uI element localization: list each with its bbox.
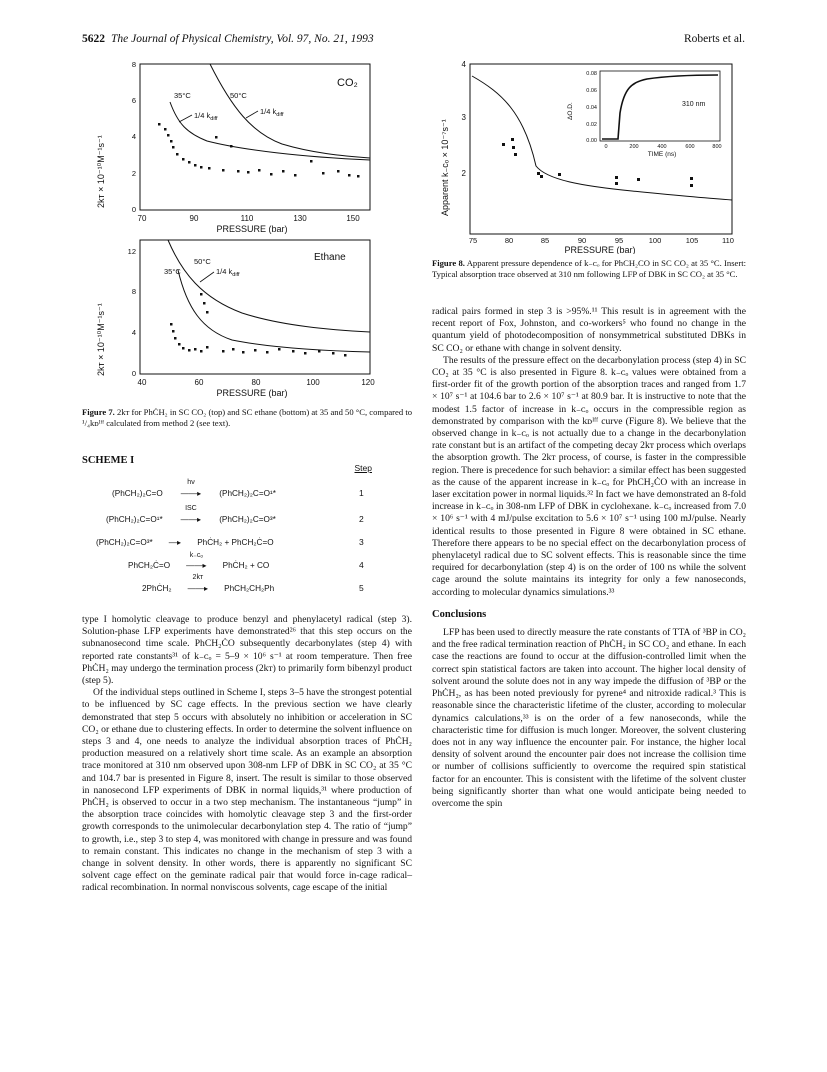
tick-label: 70 bbox=[137, 214, 147, 223]
scheme-step-header: Step bbox=[354, 463, 372, 473]
paragraph: radical pairs formed in step 3 is >95%.¹¹ This result is in agreement with the recent report of Fox, Johnston, and co-workers⁵ who found no change in the quantum yield of photodecomposition of nonsymmetrical substituted DBKs in SC CO₂ or ethane with change in solvent density. bbox=[432, 306, 746, 354]
product: PhĊH₂ + PhCH₂Ċ=O bbox=[197, 538, 274, 547]
product: PhĊH₂ + CO bbox=[222, 561, 270, 570]
tick-label: 8 bbox=[131, 60, 136, 69]
fig7-bottom-annot-50c: 50°C bbox=[194, 257, 211, 266]
reactant: PhCH₂Ċ=O bbox=[128, 561, 171, 570]
figure-7-bottom-panel bbox=[96, 240, 375, 398]
paragraph: Of the individual steps outlined in Scheme I, steps 3–5 have the strongest potential to be influenced by SC cage effects. In the previous section we have clearly demonstrated that step 5 occurs with absolutely no inhibition or acceleration in SC CO₂ or ethane due to clustering effects. In order to determine the solvent influence on steps 3 and 4, one needs to analyze the individual absorption traces of PhĊH₂ production measured on a relatively short time scale. As an example an absorption trace monitored at 310 nm observed upon 308-nm LFP of DBK in SC CO₂ at 35 °C and 104.7 bar is presented in Figure 8, insert. The result is similar to those observed in nanosecond LFP experiments of DBK in normal liquids,³¹ where production of PhĊH₂ is observed to occur in a two step mechanism. The instantaneous “jump” in the absorption trace coincides with homolytic cleavage step 3 and the first-order growth corresponds to the unimolecular decarbonylation step 4. The ratio of “jump” to growth, i.e., step 3 to step 4, was monitored with change in pressure and was found to remain constant. This indicates no change in the mechanism of step 3 with a change in solvent density. In other words, there is apparently no significant SC solvent cage effect on the geminate radical pair that would force in-cage radical–radical recombination. In normal nonviscous solvents, cage escape of the initial bbox=[82, 687, 412, 894]
fig7-bottom-yticks bbox=[128, 247, 136, 378]
fig7-bottom-data-points bbox=[170, 293, 347, 357]
tick-label: 105 bbox=[685, 236, 699, 245]
figure-8-caption-text: Apparent pressure dependence of k₋ᴄₒ for PhCH₂CO in SC CO₂ at 35 °C. Insert: Typical absorption trace observed at 310 nm following LFP of DBK in SC CO₂ at 35 °C. bbox=[432, 258, 747, 279]
figure-8 bbox=[432, 58, 746, 254]
inset-xticks bbox=[604, 144, 721, 150]
paragraph: LFP has been used to directly measure the rate constants of TTA of ³BP in CO₂ and the free radical termination reaction of PhĊH₂ in SC CO₂ and ethane. In each case the reactions are found to occur at the diffusion-controlled limit when the correct spin statistical factors are taken into account. The higher local density of solvent around the solute does not in any way impede the diffusion of ³BP or the PhĊH₂, as has been noted previously for pyrene⁴ and nitroxide radical.³ This is reasonable since the characteristic lifetime of the cluster, according to molecular dynamics calculations,³³ is on the order of a few nanoseconds, while the characteristic time for diffusion is much longer. Moreover, the solvent clustering does not in any way influence the encounter pair. For instance, the higher local density of solvent around the encounter pair does not increase the collision time or number of collisions sufficiently to overcome the required spin statistical factor for an encounter. This is consistent with the lifetime of the solvent cluster being significantly shorter than what one would anticipate being needed to overcome the spin bbox=[432, 627, 746, 809]
reaction-arrow: ——▸ bbox=[187, 584, 209, 593]
tick-label: 85 bbox=[540, 236, 550, 245]
paragraph: The results of the pressure effect on the decarbonylation process (step 4) in SC CO₂ at 35 °C is also presented in Figure 8. k₋ᴄₒ values were obtained from a first-order fit of the growth portion of the absorption traces and ranged from 1.7 × 10⁷ s⁻¹ at 104.6 bar to 2.6 × 10⁷ s⁻¹ at 80.9 bar. It is instructive to note that the modest 1.5 factor of increase in k₋ᴄₒ occurs in the compressible region as demonstrated by comparison with the kᴅᴵᶠᶠ curve (Figure 8). We believe that the observed change in k₋ᴄₒ is not actually due to a change in the decarbonylation rate constant but is an artifact of the competing decay 2kᴛ process which overlaps the absorption growth. The 2kᴛ process, of course, is faster in the compressible region. There is precedence for such behavior: a similar effect has been suggested as the cause of the apparent increase in k₋ᴄₒ for PhCH₂ĊO with an increase in laser excitation power in normal liquids.³² In fact we have demonstrated an 8-fold increase in k₋ᴄₒ in 308-nm LFP of DBK in cyclohexane. k₋ᴄₒ increased from 7.0 × 10⁶ s⁻¹ with 4 mJ/pulse excitation to 5.6 × 10⁷ s⁻¹ using 100 mJ/pulse. Nearly identical results to those presented in Figure 8 were obtained in SC ethane. Therefore there appears to be no special effect on the decarbonylation process of phenylacetyl radical due to SC solvent effects. This is reasonable since the time required for decarbonylation (step 4) is on the order of 100 ns while the solvent cage around the solute maintains its integrity for only a few nanoseconds, according to molecular dynamics simulations.³³ bbox=[432, 354, 746, 598]
scheme-step-5: 5 bbox=[359, 583, 364, 593]
product: PhCH₂CH₂Ph bbox=[224, 584, 275, 593]
reaction-arrow: ——▸ bbox=[186, 561, 207, 570]
tick-label: 4 bbox=[131, 328, 136, 337]
section-heading-conclusions: Conclusions bbox=[432, 608, 487, 620]
scheme-1 bbox=[82, 455, 412, 597]
left-column-text bbox=[82, 614, 412, 895]
tick-label: 800 bbox=[712, 144, 722, 150]
scheme-step-3: 3 bbox=[359, 537, 364, 547]
fig7-top-annot-quarter-kdiff-2: 1/4 $k_{diff}$ bbox=[260, 107, 284, 118]
fig8-xticks bbox=[469, 236, 734, 245]
tick-label: 95 bbox=[614, 236, 624, 245]
tick-label: 4 bbox=[131, 132, 136, 141]
tick-label: 80 bbox=[504, 236, 514, 245]
fig7-top-ylabel: 2kᴛ × 10⁻¹⁰M⁻¹s⁻¹ bbox=[96, 135, 106, 208]
fig8-ylabel: Apparent k₋ᴄₒ × 10⁻⁷s⁻¹ bbox=[440, 119, 450, 216]
tick-label: 3 bbox=[461, 113, 466, 122]
tick-label: 0.04 bbox=[586, 105, 597, 111]
reaction-condition: hν bbox=[187, 479, 195, 486]
figure-8-caption bbox=[432, 258, 746, 279]
journal-title: The Journal of Physical Chemistry, Vol. 97, No. 21, 1993 bbox=[111, 33, 374, 45]
figure-7-caption bbox=[82, 407, 412, 428]
inset-label: 310 nm bbox=[682, 101, 706, 108]
tick-label: 12 bbox=[127, 247, 136, 256]
fig8-inset bbox=[567, 71, 722, 158]
tick-label: 6 bbox=[131, 96, 136, 105]
scheme-step-2: 2 bbox=[359, 514, 364, 524]
reaction-condition: ISC bbox=[185, 505, 197, 512]
authors: Roberts et al. bbox=[684, 33, 745, 45]
tick-label: 80 bbox=[251, 378, 261, 387]
reaction-condition: k₋ᴄₒ bbox=[189, 552, 204, 559]
reaction-arrow: ——▸ bbox=[180, 489, 202, 498]
tick-label: 0.02 bbox=[586, 122, 597, 128]
fig7-top-xlabel: PRESSURE (bar) bbox=[216, 224, 288, 234]
tick-label: 75 bbox=[468, 236, 478, 245]
tick-label: 110 bbox=[722, 236, 734, 245]
fig7-top-annot-50c: 50°C bbox=[230, 91, 247, 100]
product: (PhCH₂)₂C=O³* bbox=[219, 515, 276, 524]
page-number: 5622 bbox=[82, 33, 105, 45]
fig7-top-annot-35c: 35°C bbox=[174, 91, 191, 100]
tick-label: 130 bbox=[293, 214, 307, 223]
reaction-arrow: ——▸ bbox=[180, 515, 202, 524]
scheme-title: SCHEME I bbox=[82, 455, 135, 466]
fig8-xlabel: PRESSURE (bar) bbox=[564, 245, 636, 254]
tick-label: 200 bbox=[629, 144, 639, 150]
figure-8-caption-label: Figure 8. bbox=[432, 258, 465, 268]
reactant: (PhCH₂)₂C=O³* bbox=[96, 538, 153, 547]
scheme-reaction-3 bbox=[96, 537, 274, 547]
tick-label: 40 bbox=[137, 378, 147, 387]
tick-label: 90 bbox=[577, 236, 587, 245]
fig7-bottom-xticks bbox=[138, 378, 376, 387]
tick-label: 2 bbox=[461, 169, 466, 178]
figure-7-caption-label: Figure 7. bbox=[82, 407, 115, 417]
tick-label: 90 bbox=[189, 214, 199, 223]
paragraph: type I homolytic cleavage to produce benzyl and phenylacetyl radical (step 3). Solution-phase LFP experiments have demonstrated²⁶ that this step occurs on the subnanosecond time scale. PhCH₂ĊO subsequently decarbonylates (step 4) with reported rate constants³¹ of k₋ᴄₒ = 5–9 × 10⁶ s⁻¹ at room temperature. Then free PhĊH₂ may undergo the termination process (2kᴛ) to primarily form bibenzyl product (step 5). bbox=[82, 614, 413, 687]
tick-label: 2 bbox=[131, 169, 136, 178]
inset-yticks bbox=[586, 71, 597, 144]
tick-label: 120 bbox=[361, 378, 375, 387]
fig7-bottom-ylabel: 2kᴛ × 10⁻¹⁰M⁻¹s⁻¹ bbox=[96, 303, 106, 376]
figure-7 bbox=[82, 58, 412, 400]
figure-7-caption-text: 2kᴛ for PhĊH₂ in SC CO₂ (top) and SC ethane (bottom) at 35 and 50 °C, compared to ¹/₄kᴅᴵᶠᶠ calculated from method 2 (see text). bbox=[82, 407, 412, 428]
tick-label: 0.08 bbox=[586, 71, 597, 77]
fig7-bottom-xlabel: PRESSURE (bar) bbox=[216, 388, 288, 398]
figure-7-top-panel bbox=[96, 60, 370, 234]
tick-label: 110 bbox=[240, 214, 254, 223]
scheme-reaction-2 bbox=[106, 505, 276, 524]
right-column-text bbox=[432, 306, 746, 810]
tick-label: 400 bbox=[657, 144, 667, 150]
tick-label: 8 bbox=[131, 287, 136, 296]
tick-label: 4 bbox=[461, 60, 466, 69]
tick-label: 0.06 bbox=[586, 88, 597, 94]
tick-label: 600 bbox=[685, 144, 695, 150]
fig7-bottom-label: Ethane bbox=[314, 252, 346, 263]
fig7-bottom-annot-quarter-kdiff: 1/4 $k_{diff}$ bbox=[216, 267, 240, 278]
reactant: 2PhĊH₂ bbox=[142, 584, 172, 593]
running-header bbox=[82, 33, 745, 49]
tick-label: 0 bbox=[131, 369, 136, 378]
fig7-bottom-annot-35c: 35°C bbox=[164, 267, 181, 276]
tick-label: 100 bbox=[306, 378, 320, 387]
scheme-step-1: 1 bbox=[359, 488, 364, 498]
fig8-yticks bbox=[462, 60, 467, 178]
reactant: (PhCH₂)₂C=O¹* bbox=[106, 515, 163, 524]
reactant: (PhCH₂)₂C=O bbox=[112, 489, 163, 498]
scheme-reaction-1 bbox=[112, 479, 276, 498]
fig7-top-xticks bbox=[138, 214, 361, 223]
tick-label: 60 bbox=[194, 378, 204, 387]
reaction-condition: 2kᴛ bbox=[192, 574, 204, 581]
scheme-reaction-4 bbox=[128, 552, 270, 570]
tick-label: 150 bbox=[346, 214, 360, 223]
product: (PhCH₂)₂C=O¹* bbox=[219, 489, 276, 498]
fig7-top-yticks bbox=[132, 60, 136, 214]
fig7-top-annot-quarter-kdiff-1: 1/4 $k_{diff}$ bbox=[194, 111, 218, 122]
scheme-step-4: 4 bbox=[359, 560, 364, 570]
inset-xlabel: TIME (ns) bbox=[647, 151, 677, 158]
tick-label: 0 bbox=[131, 205, 136, 214]
tick-label: 0.00 bbox=[586, 138, 597, 144]
tick-label: 100 bbox=[648, 236, 662, 245]
scheme-reaction-5 bbox=[142, 574, 275, 593]
reaction-arrow: —▸ bbox=[168, 538, 182, 547]
fig7-top-label: CO₂ bbox=[337, 77, 358, 89]
tick-label: 0 bbox=[604, 144, 608, 150]
inset-ylabel: ΔO.D. bbox=[567, 102, 574, 120]
